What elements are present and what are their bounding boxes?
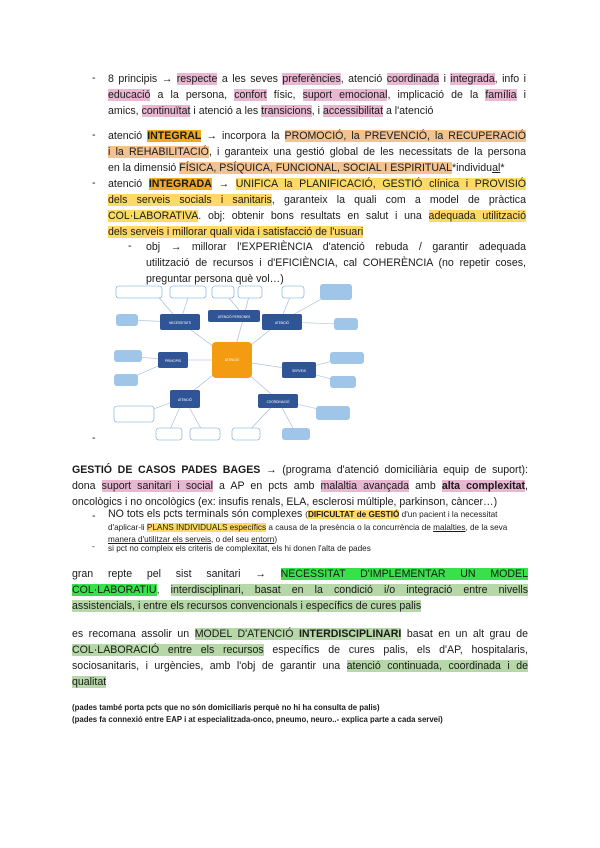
diagram-right-mid-label: SERVEIS <box>292 369 306 373</box>
text-line: obj → millorar l'EXPERIÈNCIA d'atenció rebuda / garantir adequada <box>146 241 526 253</box>
paragraph-recommendation <box>72 626 528 690</box>
section-title: GESTIÓ DE CASOS PADES BAGES <box>72 464 261 476</box>
bullet-marker: - <box>92 177 96 189</box>
text-line: COL·LABORATIU, interdisciplinari, basat en la condició i/o integració entre nivells <box>72 584 528 596</box>
sub-bullet-marker: - <box>128 240 132 252</box>
text-line: d'aplicar-li PLANS INDIVIDUALS específics a causa de la presència o la concurrència de malalties, de la seva <box>108 522 508 532</box>
text-line: dels serveis socials i sanitaris, garanteix la quali com a model de pràctica <box>108 194 526 206</box>
text-line: COL·LABORACIÓ entre els recursos específics de cures palis, els d'AP, hospitalaris, <box>72 644 528 656</box>
text-line: amics, continuïtat i atenció a les transicions, i accessibilitat a l'atenció <box>108 105 434 117</box>
sub-bullet-marker: - <box>92 510 96 522</box>
text-line: gran repte pel sist sanitari → NECESSITAT D'IMPLEMENTAR UN MODEL <box>72 568 528 580</box>
diagram-center-label: ATENCIÓ <box>225 358 239 362</box>
text-line: COL·LABORATIVA. obj: obtenir bons resultats en salut i una adequada utilització <box>108 210 526 222</box>
text-line: oncològics i no oncològics (ex: insufis renals, ELA, esclerosi múltiple, parkinson, càncer…) <box>72 496 498 508</box>
text-line: en la dimensió FÍSICA, PSÍQUICA, FUNCIONAL, SOCIAL I ESPIRITUAL*individual* <box>108 162 505 174</box>
text-line: educació a la persona, confort físic, suport emocional, implicació de la família i <box>108 89 526 101</box>
text-line: 8 principis → respecte a les seves preferències, atenció coordinada i integrada, info i <box>108 73 526 85</box>
text-line: assistencials, i entre els recursos convencionals i específics de cures palis <box>72 600 422 612</box>
bullet-integrada <box>108 176 526 240</box>
paragraph-challenge <box>72 566 528 614</box>
diagram-left-top-label: NECESSITATS <box>169 321 191 325</box>
bullet-marker: - <box>92 72 96 84</box>
text-line: es recomana assolir un MODEL D'ATENCIÓ INTERDISCIPLINARI basat en un alt grau de <box>72 628 528 640</box>
sub-bullet-complex <box>108 509 528 546</box>
text-line: preguntar persona què vol…) <box>146 273 284 285</box>
text-line: atenció INTEGRADA → UNIFICA la PLANIFICACIÓ, GESTIÓ clínica i PROVISIÓ <box>108 178 526 190</box>
bullet-marker: - <box>92 432 96 444</box>
text-line: dona suport sanitari i social a AP en pcts amb malaltia avançada amb alta complexitat, <box>72 480 528 492</box>
section-pades <box>72 462 528 510</box>
diagram-bottom-left-label: ATENCIÓ <box>178 398 192 402</box>
text-line: sociosanitaris, i urgències, amb l'obj de garantir una atenció continuada, coordinada i de <box>72 660 528 672</box>
concept-map <box>112 278 374 444</box>
note-connection: (pades fa connexió entre EAP i at especialitzada-onco, pneumo, neuro..- explica parte a cada servei) <box>72 715 443 724</box>
diagram-left-mid-label: PRINCIPIS <box>165 359 181 363</box>
bullet-integral <box>108 128 526 176</box>
text-line: manera d'utilitzar els serveis, o del seu entorn) <box>108 535 278 544</box>
diagram-right-top-label: ATENCIÓ <box>275 321 289 325</box>
sub-bullet-discharge: si pct no compleix els criteris de complexitat, els hi donen l'alta de pades <box>108 544 371 553</box>
diagram-top-label: ATENCIÓ PERSONES <box>217 315 251 319</box>
bullet-principles <box>108 71 526 119</box>
diagram-bottom-right-label: COORDINACIÓ <box>266 400 290 404</box>
text-line: utilització de recursos i d'EFICIÈNCIA, cal COHERÈNCIA (no repetir coses, <box>146 257 526 269</box>
text-line: atenció INTEGRAL → incorpora la PROMOCIÓ, la PREVENCIÓ, la RECUPERACIÓ <box>108 130 526 142</box>
text-line: i la REHABILITACIÓ, i garanteix una gestió global de les necessitats de la persona <box>108 146 526 158</box>
concept-diagram <box>112 278 374 444</box>
text-line: NO tots els pcts terminals són complexes (DIFICULTAT de GESTIÓ d'un pacient i la necessitat <box>108 509 498 520</box>
note-non-home-patients: (pades també porta pcts que no són domiciliaris perquè no hi ha consulta de palis) <box>72 703 380 712</box>
bullet-marker: - <box>92 129 96 141</box>
text-line: GESTIÓ DE CASOS PADES BAGES → (programa d'atenció domiciliària equip de suport): <box>72 464 528 476</box>
sub-bullet-marker: - <box>92 542 95 551</box>
text-line: dels serveis i millorar quali vida i satisfacció de l'usuari <box>108 226 364 238</box>
text-line: qualitat <box>72 676 107 688</box>
